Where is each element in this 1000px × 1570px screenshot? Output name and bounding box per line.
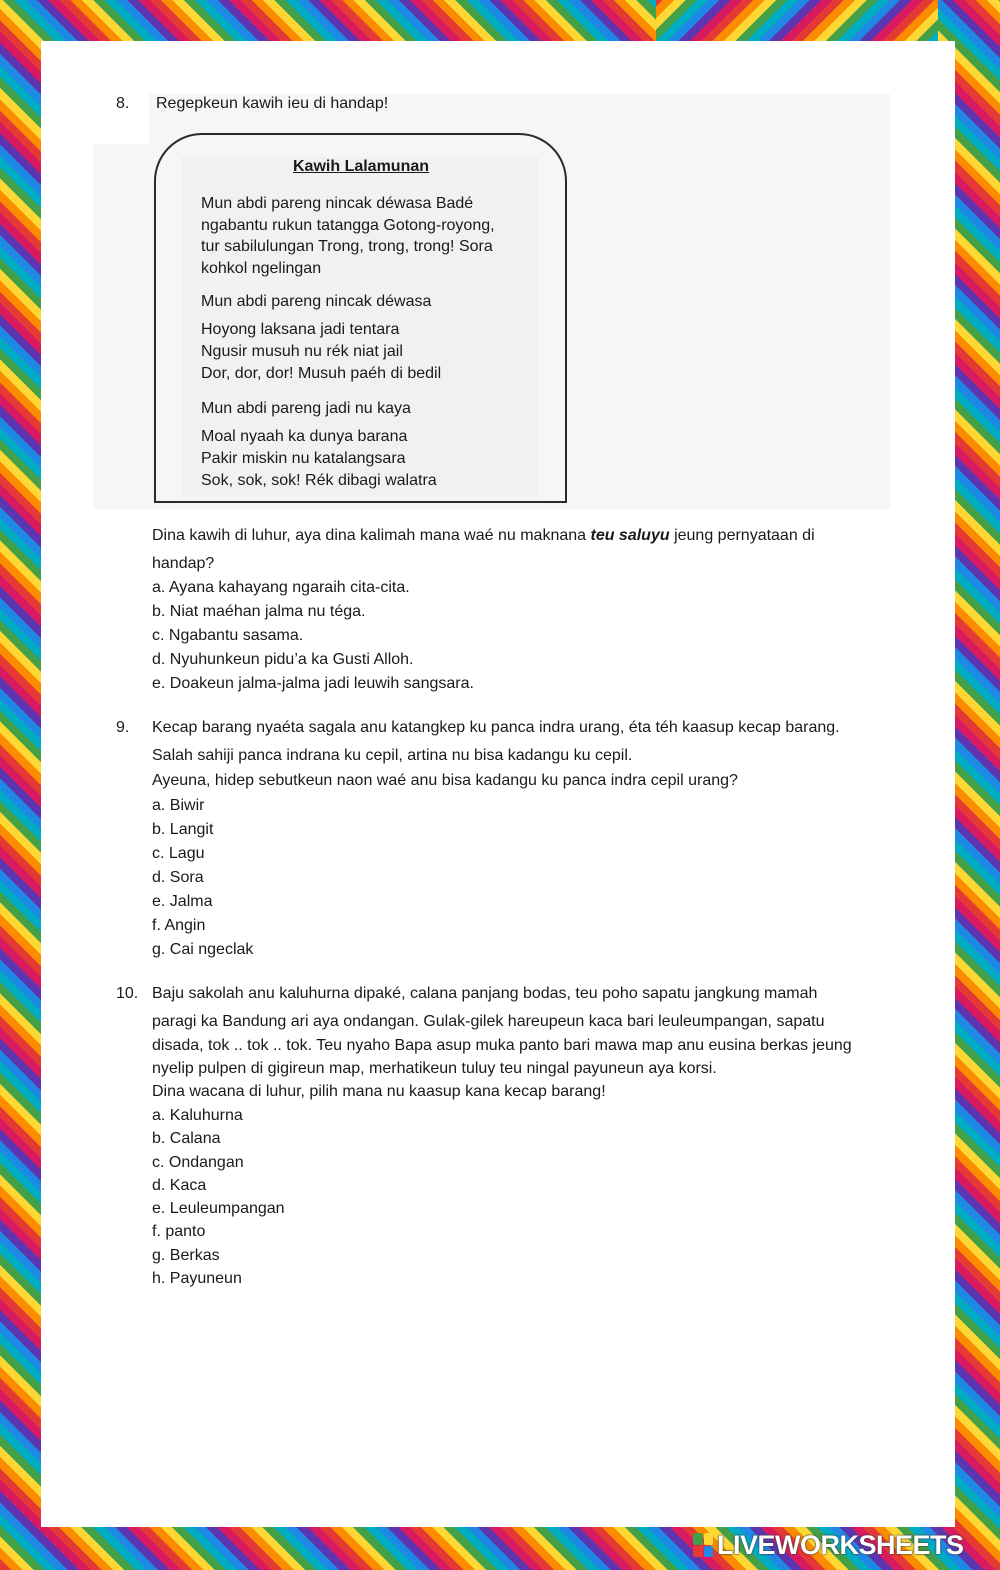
brand-text: LIVEWORKSHEETS (717, 1529, 964, 1560)
answer-option[interactable]: a. Biwir (152, 797, 205, 814)
question-10-text: Dina wacana di luhur, pilih mana nu kaasup kana kecap barang! (152, 1083, 606, 1100)
question-10-text: Baju sakolah anu kaluhurna dipaké, calana panjang bodas, teu poho sapatu jangkung mamah (152, 985, 818, 1002)
answer-option[interactable]: d. Kaca (152, 1177, 207, 1194)
song-line: Ngusir musuh nu rék niat jail (201, 343, 403, 360)
question-8-prompt: Regepkeun kawih ieu di handap! (156, 95, 389, 112)
song-line: Mun abdi pareng nincak déwasa (201, 293, 432, 310)
song-line: ngabantu rukun tatangga Gotong-royong, (201, 217, 495, 234)
answer-option[interactable]: h. Payuneun (152, 1270, 242, 1287)
question-9-number: 9. (116, 719, 130, 736)
answer-option[interactable]: b. Langit (152, 821, 214, 838)
song-line: Dor, dor, dor! Musuh paéh di bedil (201, 365, 442, 382)
liveworksheets-logo[interactable] (693, 1528, 964, 1562)
answer-option[interactable]: b. Niat maéhan jalma nu téga. (152, 603, 366, 620)
question-8-text: Dina kawih di luhur, aya dina kalimah mana waé nu maknana teu saluyu jeung pernyataan di (152, 527, 815, 544)
song-line: tur sabilulungan Trong, trong, trong! Sora (201, 238, 493, 255)
question-10-text: nyelip pulpen di gigireun map, merhatikeun tuluy teu ningal payuneun aya korsi. (152, 1060, 717, 1077)
song-line: Pakir miskin nu katalangsara (201, 450, 406, 467)
question-10-number: 10. (116, 985, 139, 1002)
answer-option[interactable]: b. Calana (152, 1130, 221, 1147)
answer-option[interactable]: c. Ondangan (152, 1154, 244, 1171)
song-line: kohkol ngelingan (201, 260, 322, 277)
song-line: Moal nyaah ka dunya barana (201, 428, 408, 445)
answer-option[interactable]: a. Ayana kahayang ngaraih cita-cita. (152, 579, 410, 596)
question-8-number: 8. (116, 95, 130, 112)
answer-option[interactable]: e. Leuleumpangan (152, 1200, 285, 1217)
song-line: Mun abdi pareng nincak déwasa Badé (201, 195, 474, 212)
question-10-text: paragi ka Bandung ari aya ondangan. Gulak-gilek hareupeun kaca bari leuleumpangan, sapatu (152, 1013, 825, 1030)
answer-option[interactable]: f. panto (152, 1223, 206, 1240)
question-10-text: disada, tok .. tok .. tok. Teu nyaho Bapa asup muka panto bari mawa map anu eusina berkas jeung (152, 1037, 852, 1054)
answer-option[interactable]: g. Cai ngeclak (152, 941, 254, 958)
question-9-text: Kecap barang nyaéta sagala anu katangkep ku panca indra urang, éta téh kaasup kecap barang. (152, 719, 840, 736)
brand-mark-icon (693, 1533, 713, 1557)
question-9-text: Salah sahiji panca indrana ku cepil, artina nu bisa kadangu ku cepil. (152, 747, 633, 764)
answer-option[interactable]: d. Sora (152, 869, 204, 886)
song-line: Sok, sok, sok! Rék dibagi walatra (201, 472, 437, 489)
song-line: Mun abdi pareng jadi nu kaya (201, 400, 411, 417)
emphasis-text: teu saluyu (590, 527, 670, 544)
answer-option[interactable]: a. Kaluhurna (152, 1107, 243, 1124)
answer-option[interactable]: g. Berkas (152, 1247, 220, 1264)
answer-option[interactable]: c. Ngabantu sasama. (152, 627, 304, 644)
question-8-text-line2: handap? (152, 555, 215, 572)
answer-option[interactable]: e. Jalma (152, 893, 213, 910)
answer-option[interactable]: f. Angin (152, 917, 206, 934)
question-9-text: Ayeuna, hidep sebutkeun naon waé anu bisa kadangu ku panca indra cepil urang? (152, 772, 738, 789)
answer-option[interactable]: d. Nyuhunkeun pidu’a ka Gusti Alloh. (152, 651, 414, 668)
answer-option[interactable]: c. Lagu (152, 845, 205, 862)
song-title: Kawih Lalamunan (293, 158, 430, 175)
song-line: Hoyong laksana jadi tentara (201, 321, 400, 338)
answer-option[interactable]: e. Doakeun jalma-jalma jadi leuwih sangsara. (152, 675, 474, 692)
